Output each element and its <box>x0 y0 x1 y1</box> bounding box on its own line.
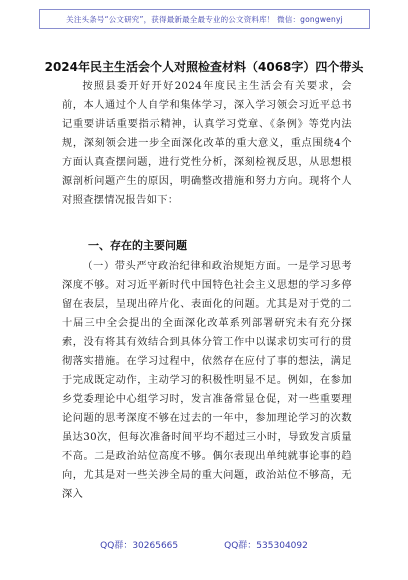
section-heading: 一、存在的主要问题 <box>88 239 187 252</box>
intro-paragraph: 按照县委开好开好2024年度民主生活会有关要求，会前，本人通过个人自学和集体学习，深入学习领会习近平总书记重要讲话重要指示精神，认真学习党章、《条例》等党内法规，深刻领会进一步全面深化改革的重大意义，重点围绕4个方面认真查摆问题，进行党性分析，深刻检视反思，从思想根源剖析问题产生的原因，明确整改措施和努力方向。现将个人对照查摆情况报告如下： <box>62 81 352 206</box>
footer-qq-group-1: QQ群：30265665 <box>100 541 179 551</box>
promo-banner <box>39 9 370 29</box>
promo-banner-text: 关注头条号“公文研究”，获得最新最全最专业的公文资料库！ 微信：gongwenyj <box>66 14 343 24</box>
item-1-paragraph: （一）带头严守政治纪律和政治规矩方面。一是学习思考深度不够。对习近平新时代中国特色社会主义思想的学习多停留在表层，呈现出碎片化、表面化的问题。尤其是对于党的二十届三中全会提出的全面深化改革系列部署研究未有充分探索，没有将其有效结合到具体分管工作中以谋求切实可行的贯彻落实措施。在学习过程中，依然存在应付了事的想法，满足于完成既定动作，主动学习的积极性明显不足。例如，在参加乡党委理论中心组学习时，发言准备常显仓促，对一些重要理论问题的思考深度不够在过去的一年中，参加理论学习的次数虽达30次，但每次准备时间平均不超过三小时，导致发言质量不高。二是政治站位高度不够。偶尔表现出单纯就事论事的趋向，尤其是对一些关涉全局的重大问题，政治站位不够高，无深入 <box>62 261 352 500</box>
footer-qq-group-2: QQ群：535304092 <box>224 541 308 551</box>
footer <box>0 538 408 551</box>
document-title: 2024年民主生活会个人对照检查材料（4068字）四个带头 <box>44 60 364 74</box>
